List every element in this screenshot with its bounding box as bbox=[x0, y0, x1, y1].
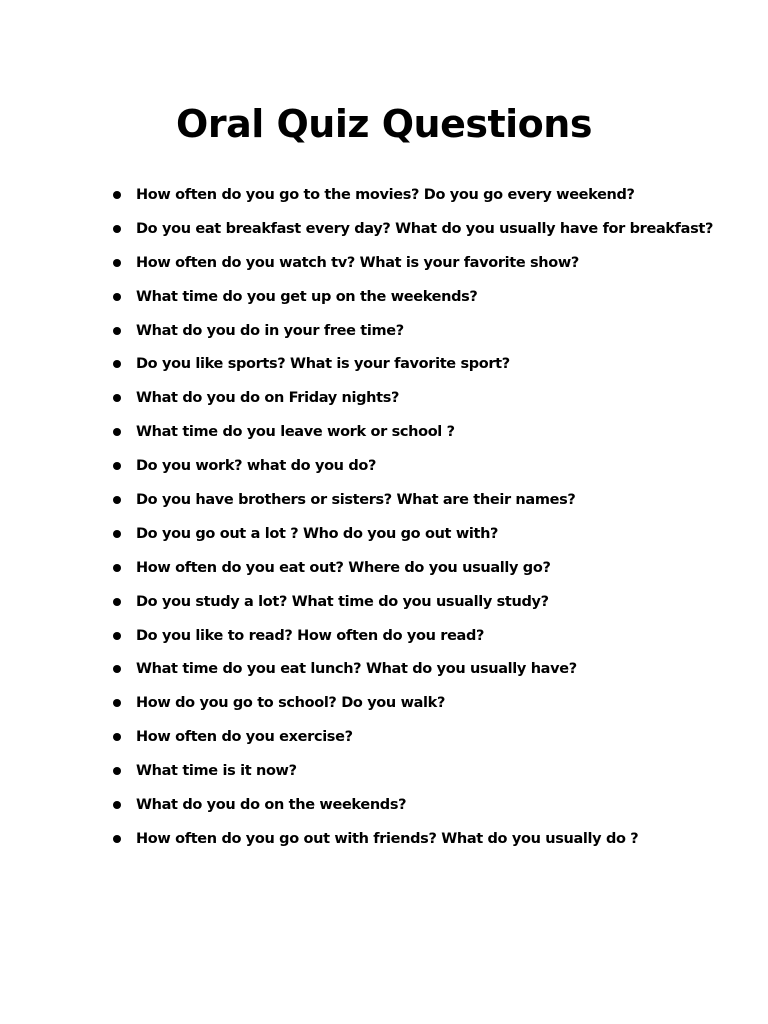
bullet-icon bbox=[113, 462, 121, 470]
list-item bbox=[110, 551, 730, 585]
bullet-icon bbox=[113, 225, 121, 233]
question-text: How often do you eat out? Where do you usually go? bbox=[136, 559, 551, 576]
list-item bbox=[110, 314, 730, 348]
bullet-icon bbox=[113, 394, 121, 402]
question-text: How do you go to school? Do you walk? bbox=[136, 695, 446, 712]
question-text: How often do you watch tv? What is your favorite show? bbox=[136, 254, 579, 271]
bullet-icon bbox=[113, 835, 121, 843]
list-item bbox=[110, 652, 730, 686]
question-text: What time do you eat lunch? What do you usually have? bbox=[136, 661, 577, 678]
list-item bbox=[110, 754, 730, 788]
bullet-icon bbox=[113, 496, 121, 504]
bullet-icon bbox=[113, 598, 121, 606]
list-item bbox=[110, 686, 730, 720]
list-item bbox=[110, 246, 730, 280]
list-item bbox=[110, 212, 730, 246]
question-text: Do you work? what do you do? bbox=[136, 458, 377, 475]
list-item bbox=[110, 483, 730, 517]
question-text: How often do you exercise? bbox=[136, 729, 353, 746]
list-item bbox=[110, 788, 730, 822]
list-item bbox=[110, 585, 730, 619]
bullet-icon bbox=[113, 767, 121, 775]
bullet-icon bbox=[113, 699, 121, 707]
bullet-icon bbox=[113, 191, 121, 199]
list-item bbox=[110, 517, 730, 551]
question-text: What do you do in your free time? bbox=[136, 322, 404, 339]
question-text: Do you like sports? What is your favorite sport? bbox=[136, 356, 510, 373]
bullet-icon bbox=[113, 564, 121, 572]
bullet-icon bbox=[113, 293, 121, 301]
list-item bbox=[110, 381, 730, 415]
list-item bbox=[110, 720, 730, 754]
question-text: What time do you leave work or school ? bbox=[136, 424, 455, 441]
question-text: Do you study a lot? What time do you usually study? bbox=[136, 593, 549, 610]
page-title: Oral Quiz Questions bbox=[176, 102, 592, 146]
question-text: How often do you go out with friends? What do you usually do ? bbox=[136, 830, 639, 847]
question-text: What time do you get up on the weekends? bbox=[136, 288, 478, 305]
list-item bbox=[110, 449, 730, 483]
list-item bbox=[110, 178, 730, 212]
list-item bbox=[110, 619, 730, 653]
list-item bbox=[110, 280, 730, 314]
question-text: What do you do on the weekends? bbox=[136, 796, 407, 813]
question-text: What do you do on Friday nights? bbox=[136, 390, 400, 407]
bullet-icon bbox=[113, 530, 121, 538]
bullet-icon bbox=[113, 428, 121, 436]
question-text: Do you go out a lot ? Who do you go out with? bbox=[136, 525, 499, 542]
list-item bbox=[110, 822, 730, 856]
question-text: Do you have brothers or sisters? What are their names? bbox=[136, 491, 576, 508]
bullet-icon bbox=[113, 632, 121, 640]
list-item bbox=[110, 347, 730, 381]
bullet-icon bbox=[113, 259, 121, 267]
bullet-icon bbox=[113, 665, 121, 673]
question-list bbox=[110, 178, 730, 856]
bullet-icon bbox=[113, 801, 121, 809]
question-text: What time is it now? bbox=[136, 763, 297, 780]
question-text: How often do you go to the movies? Do you go every weekend? bbox=[136, 186, 635, 203]
bullet-icon bbox=[113, 733, 121, 741]
bullet-icon bbox=[113, 327, 121, 335]
bullet-icon bbox=[113, 360, 121, 368]
question-text: Do you eat breakfast every day? What do you usually have for breakfast? bbox=[136, 220, 713, 237]
list-item bbox=[110, 415, 730, 449]
question-text: Do you like to read? How often do you read? bbox=[136, 627, 485, 644]
